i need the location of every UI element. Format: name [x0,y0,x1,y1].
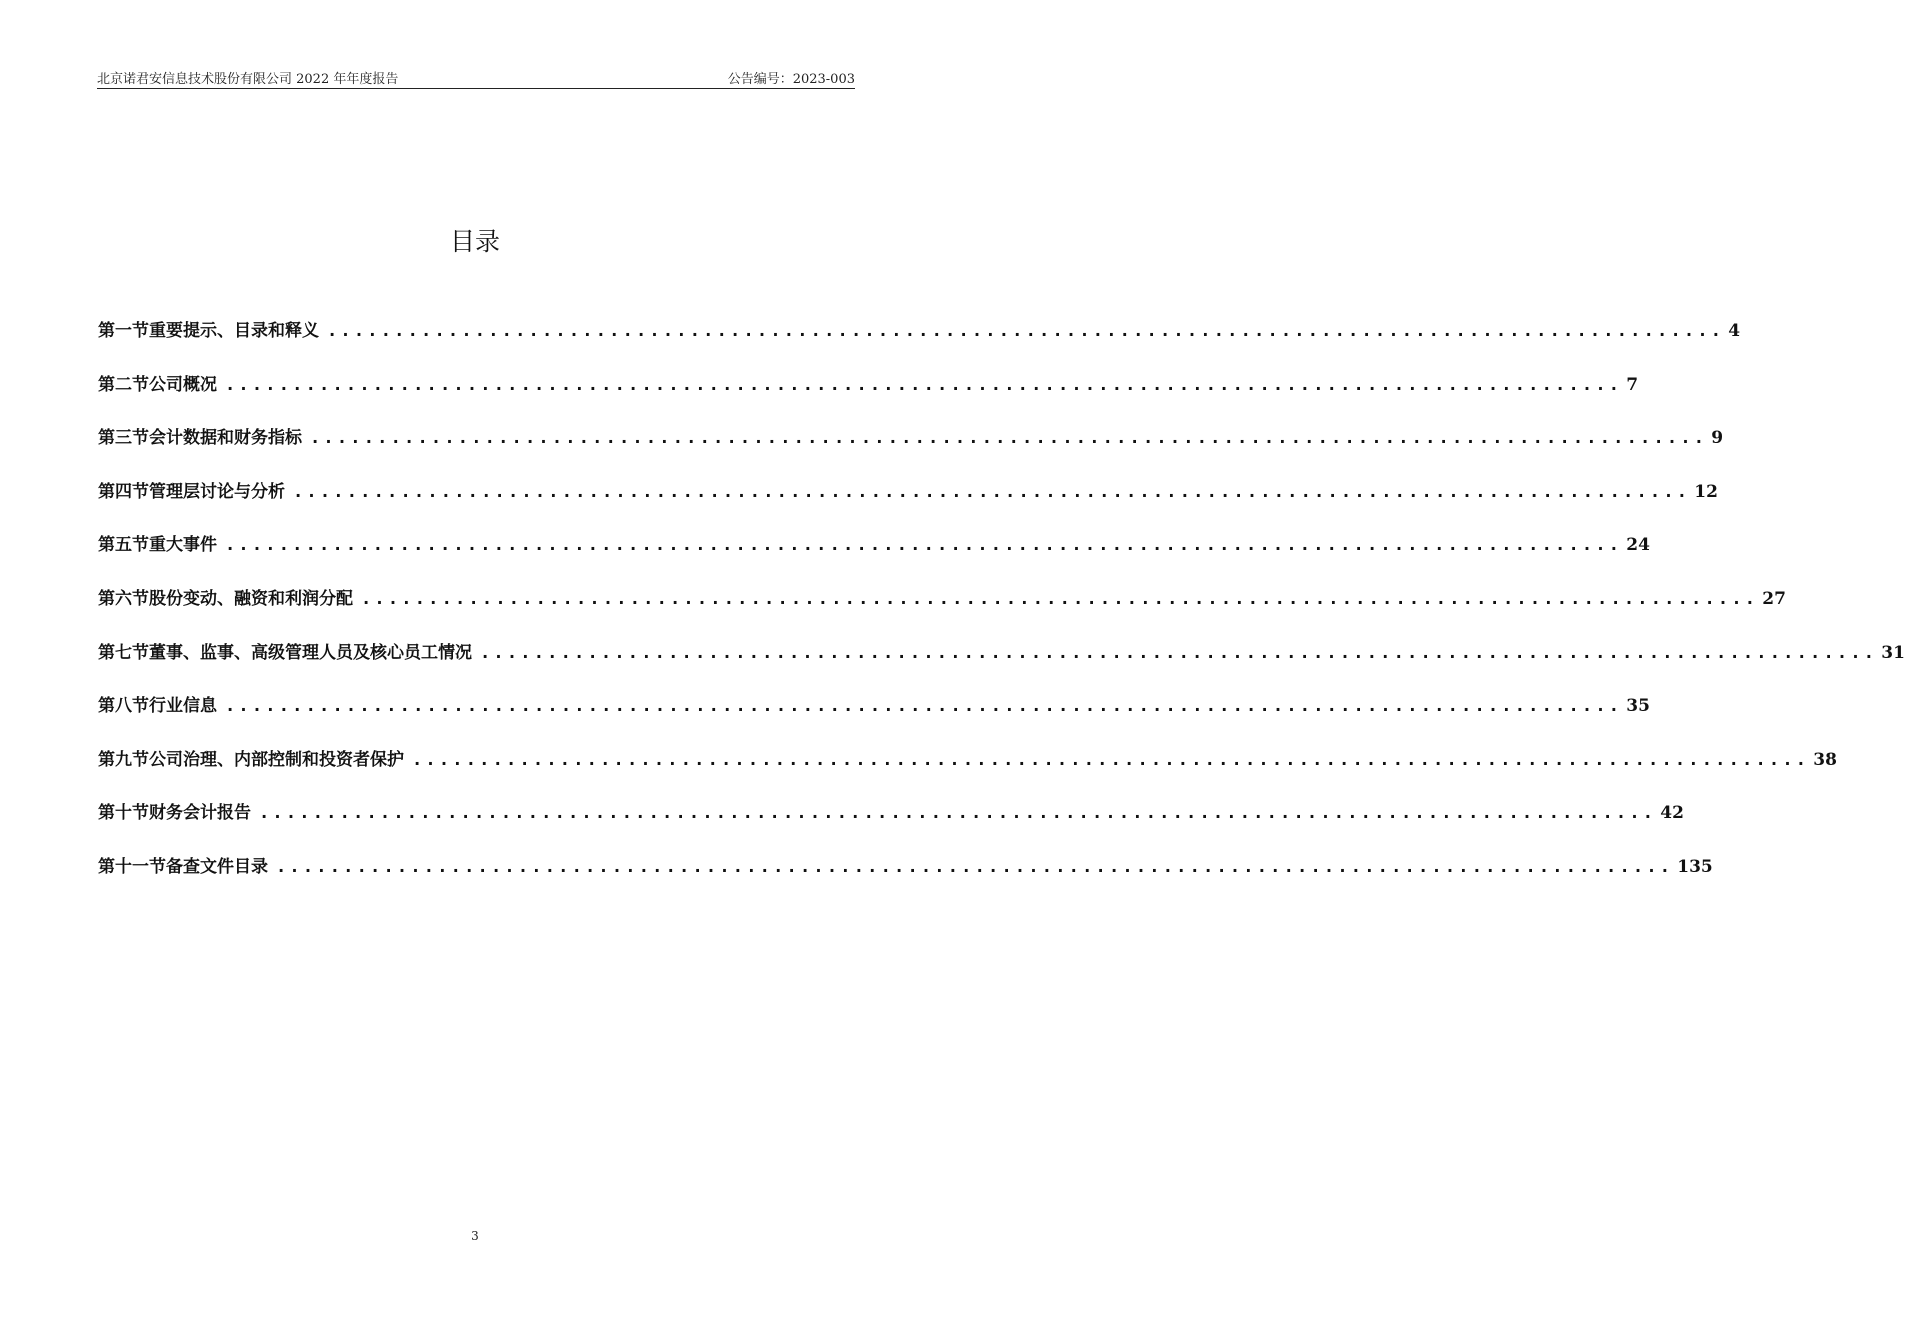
toc-leader-dots: ........................................................................................................ [412,749,1810,770]
toc-section-title: 会计数据和财务指标 [149,428,302,449]
header-announcement-number: 公告编号：2023-003 [727,72,855,87]
toc-entry[interactable] [98,745,1837,799]
toc-page-number: 7 [1626,374,1639,395]
toc-leader-dots: ........................................................................................................ [225,535,1623,556]
toc-page-number: 12 [1694,481,1718,502]
toc-page-number: 38 [1813,749,1837,770]
toc-section-number: 第四节 [98,481,149,502]
toc-section-title: 重要提示、目录和释义 [149,321,319,341]
toc-page-number: 42 [1660,803,1684,824]
toc-leader-dots: ........................................................................................................ [361,588,1759,609]
table-of-contents [98,316,1905,906]
toc-section-title: 备查文件目录 [166,856,268,877]
toc-section-number: 第七节 [98,642,149,663]
toc-title: 目录 [449,227,500,256]
toc-section-number: 第十一节 [98,856,166,877]
page-header [97,66,855,89]
toc-section-title: 管理层讨论与分析 [149,481,285,502]
toc-entry[interactable] [98,798,1684,852]
toc-page-number: 31 [1881,642,1905,663]
toc-page-number: 35 [1626,696,1650,717]
toc-section-title: 董事、监事、高级管理人员及核心员工情况 [149,642,472,663]
page-number: 3 [471,1229,479,1243]
toc-section-title: 股份变动、融资和利润分配 [149,588,353,609]
toc-page-number: 135 [1677,856,1713,877]
toc-section-title: 财务会计报告 [149,803,251,824]
toc-leader-dots: ........................................................................................................ [276,856,1674,877]
toc-leader-dots: ........................................................................................................ [480,642,1878,663]
header-company-report: 北京诺君安信息技术股份有限公司 2022 年年度报告 [97,72,399,87]
toc-section-number: 第二节 [98,374,149,395]
toc-section-title: 公司概况 [149,374,217,395]
toc-section-title: 行业信息 [149,696,217,717]
toc-section-title: 重大事件 [149,535,217,556]
toc-entry[interactable] [98,638,1905,692]
toc-section-number: 第九节 [98,749,149,770]
toc-section-number: 第五节 [98,535,149,556]
toc-section-number: 第一节 [98,321,149,341]
toc-entry[interactable] [98,530,1650,584]
toc-leader-dots: ........................................................................................................ [225,696,1623,717]
toc-section-number: 第八节 [98,696,149,717]
toc-entry[interactable] [98,370,1639,424]
toc-section-title: 公司治理、内部控制和投资者保护 [149,749,404,770]
toc-page-number: 24 [1626,535,1650,556]
toc-entry[interactable] [98,477,1718,531]
toc-page-number: 27 [1762,588,1786,609]
toc-entry[interactable] [98,852,1713,906]
toc-section-number: 第十节 [98,803,149,824]
toc-leader-dots: ........................................................................................................ [225,374,1623,395]
toc-section-number: 第三节 [98,428,149,449]
toc-entry[interactable] [98,423,1724,477]
toc-page-number: 4 [1728,321,1741,341]
toc-entry[interactable] [98,584,1786,638]
toc-leader-dots: ........................................................................................................ [310,428,1708,449]
toc-entry[interactable] [98,691,1650,745]
toc-leader-dots: ........................................................................................................ [293,481,1691,502]
toc-page-number: 9 [1711,428,1724,449]
toc-leader-dots: ........................................................................................................ [327,321,1725,341]
toc-section-number: 第六节 [98,588,149,609]
toc-leader-dots: ........................................................................................................ [259,803,1657,824]
toc-entry[interactable] [98,316,1741,370]
